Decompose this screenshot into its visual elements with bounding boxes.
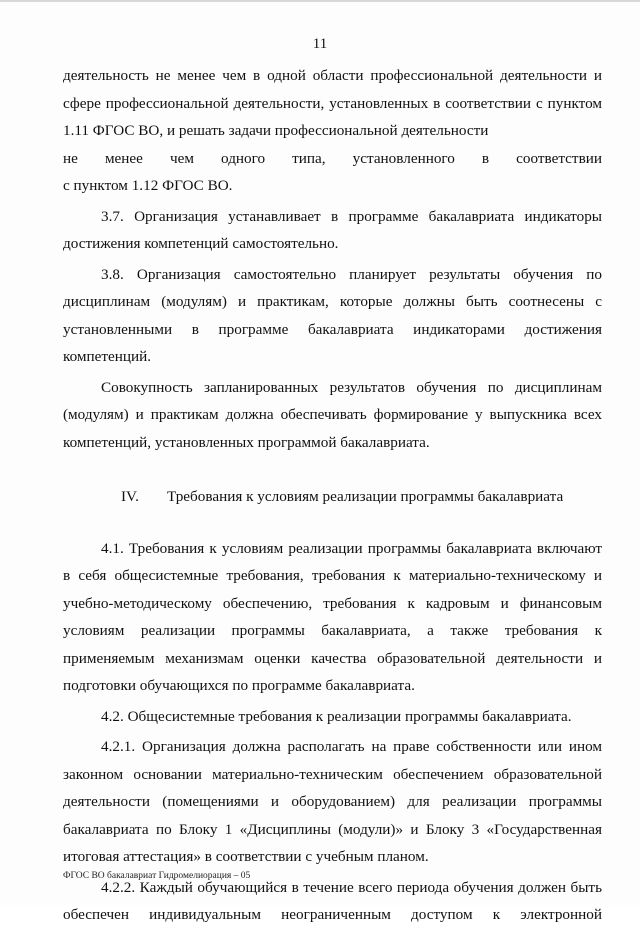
paragraph-3-7: 3.7. Организация устанавливает в программе бакалавриата индикаторы достижения компетенций самостоятельно. [63,207,602,252]
page-number: 11 [312,36,328,52]
paragraph-totality: Совокупность запланированных результатов обучения по дисциплинам (модулям) и практикам должна обеспечивать формирование у выпускника всех компетенций, установленных программой бакалавриата. [63,378,602,451]
section-heading [63,483,602,511]
paragraph-continuation-line: не менее чем одного типа, установленного в соответствии [63,149,602,167]
paragraph-4-2-2-continued: обеспечен индивидуальным неограниченным доступом к электронной [63,906,602,923]
section-title: Требования к условиям реализации программы бакалавриата [167,488,564,505]
paragraph-4-2-1: 4.2.1. Организация должна располагать на праве собственности или ином законном основании материально-техническим обеспечением образовательной деятельности (помещениями и оборудованием) для реализации программы бакалавриата по Блоку 1 «Дисциплины (модули)» и Блоку 3 «Государственная итоговая аттестация» в соответствии с учебным планом. [63,738,602,865]
paragraph-continuation: деятельность не менее чем в одной области профессиональной деятельности и сфере профессиональной деятельности, установленных в соответствии с пунктом 1.11 ФГОС ВО, и решать задачи профессиональной деятельности [63,67,602,139]
document-body [63,62,602,929]
paragraph-4-2-2: 4.2.2. Каждый обучающийся в течение всего периода обучения должен быть [101,878,602,896]
page-top-edge [0,0,640,2]
page-footer: ФГОС ВО бакалавриат Гидромелиорация – 05 [63,871,251,881]
paragraph-continuation-end: с пунктом 1.12 ФГОС ВО. [63,177,233,194]
paragraph-3-8: 3.8. Организация самостоятельно планирует результаты обучения по дисциплинам (модулям) и практикам, которые должны быть соотнесены с установленными в программе бакалавриата индикаторами достижения компетенций. [63,265,602,365]
paragraph-4-2: 4.2. Общесистемные требования к реализации программы бакалавриата. [101,707,572,725]
paragraph-4-1: 4.1. Требования к условиям реализации программы бакалавриата включают в себя общесистемные требования, требования к материально-техническому и учебно-методическому обеспечению, требования к кадровым и финансовым условиям реализации программы бакалавриата, а также требования к применяемым механизмам оценки качества образовательной деятельности и подготовки обучающихся по программе бакалавриата. [63,539,602,694]
section-number: IV. [121,488,139,505]
